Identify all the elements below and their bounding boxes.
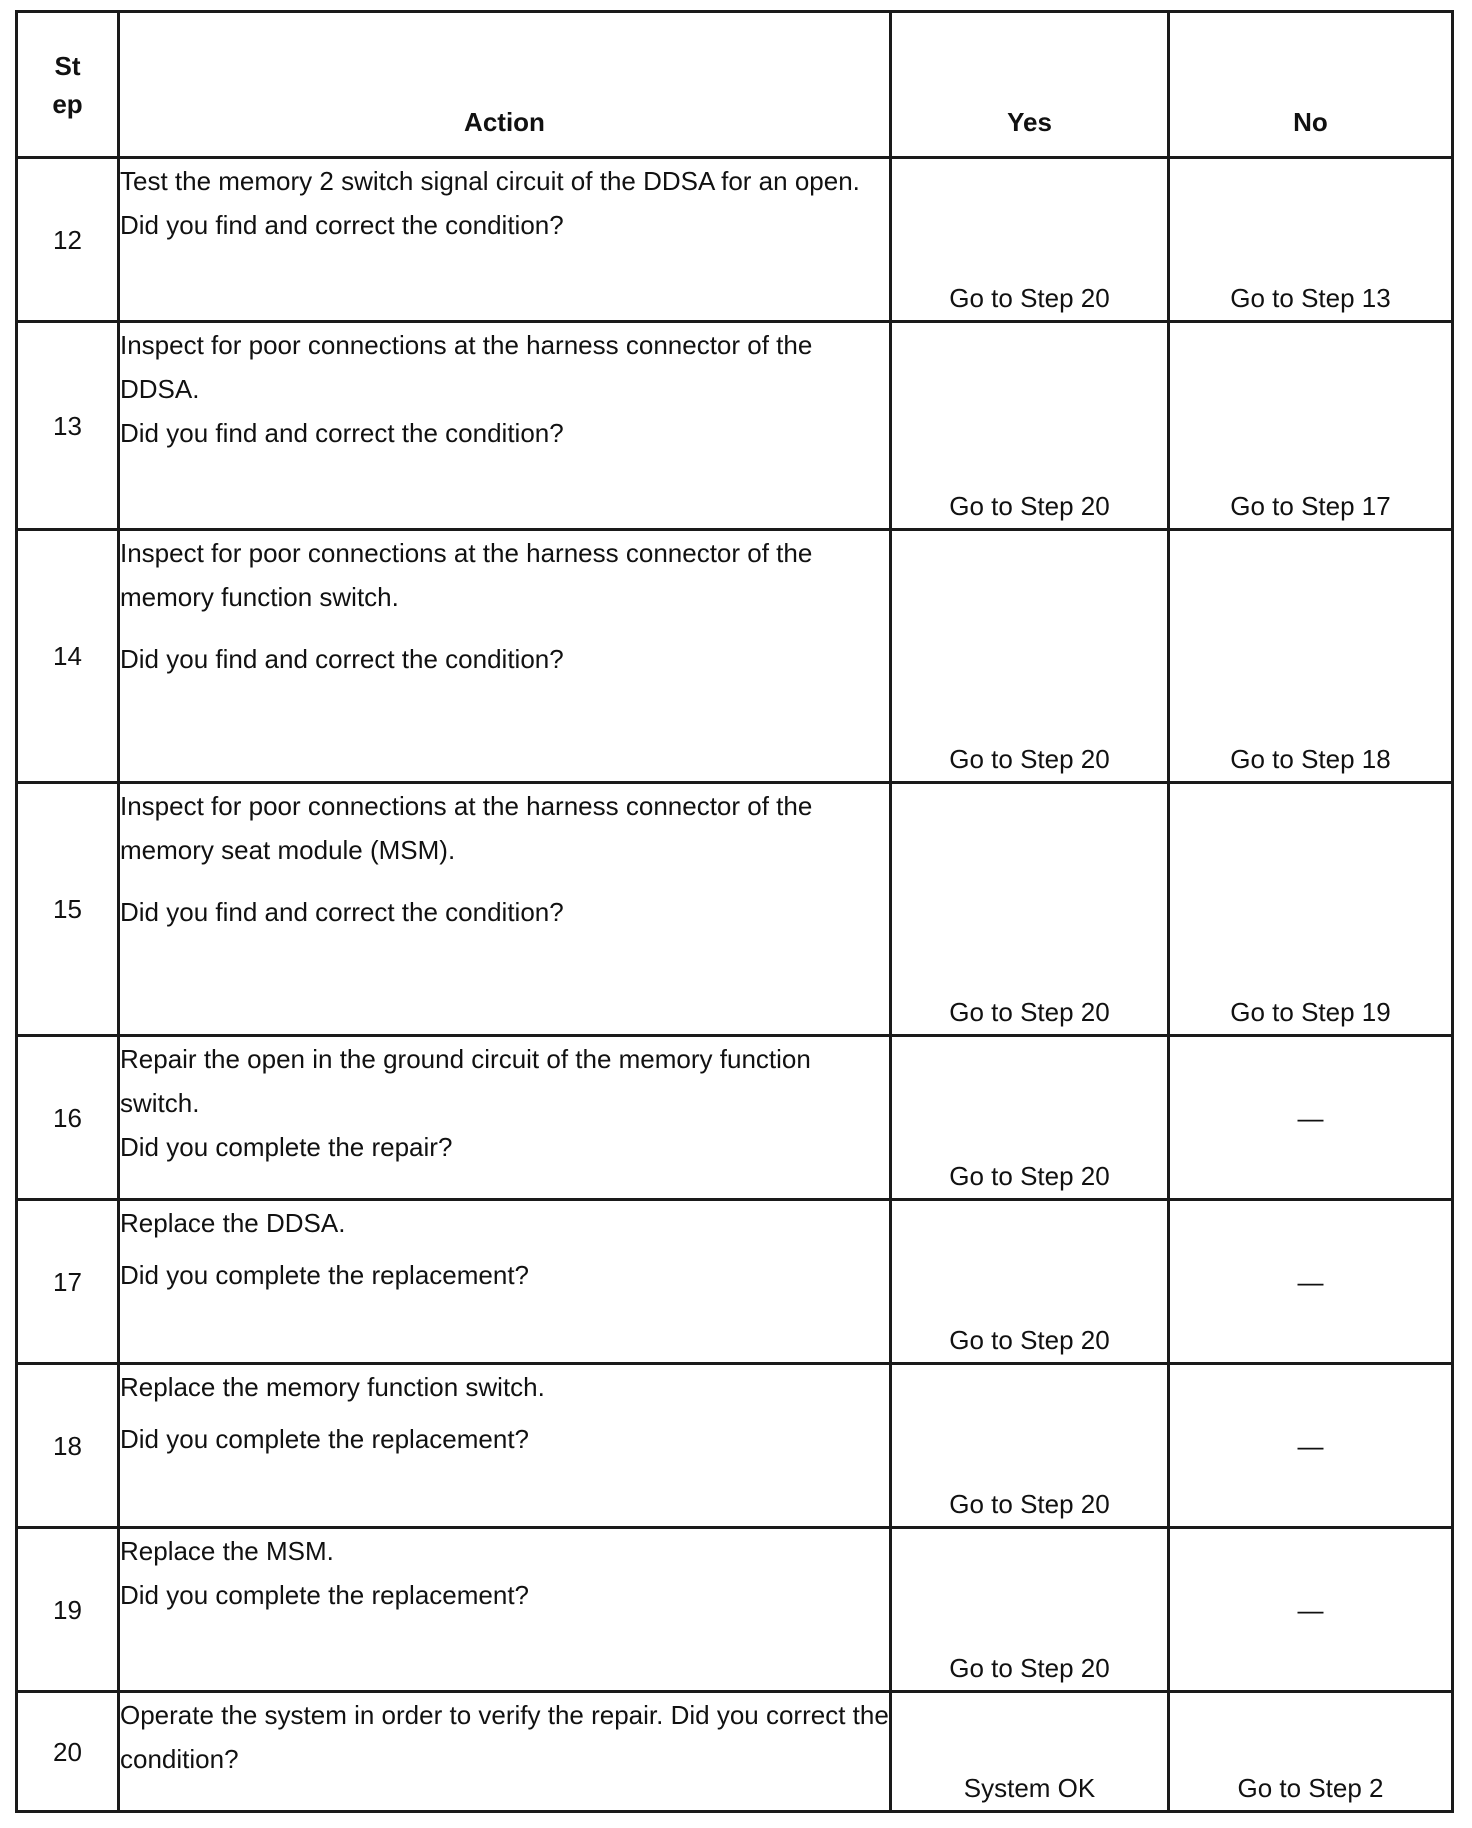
table-row [17,1036,1453,1200]
table-row [17,1528,1453,1692]
yes-result: Go to Step 20 [891,1364,1169,1528]
table-row [17,1200,1453,1364]
action-question: Did you complete the replacement? [120,1580,530,1610]
step-number: 16 [17,1036,119,1200]
no-result: Go to Step 18 [1169,530,1453,783]
step-number: 17 [17,1200,119,1364]
action-question: Did you find and correct the condition? [120,210,564,240]
step-number: 20 [17,1692,119,1812]
action-text: Inspect for poor connections at the harness connector of the DDSA. [120,330,813,404]
action-question: Did you find and correct the condition? [120,644,564,674]
action-question: Did you complete the repair? [120,1132,453,1162]
action-cell [119,1528,891,1692]
no-result: — [1169,1528,1453,1692]
table-row [17,158,1453,322]
action-question: Did you complete the replacement? [120,1260,530,1290]
action-question: Did you find and correct the condition? [120,897,564,927]
table-row [17,1364,1453,1528]
action-text: Inspect for poor connections at the harness connector of the memory function switch. [120,538,813,612]
step-column-header [17,12,119,158]
no-result: Go to Step 13 [1169,158,1453,322]
action-text: Test the memory 2 switch signal circuit of the DDSA for an open. [120,166,860,196]
yes-result: Go to Step 20 [891,1200,1169,1364]
yes-column-header: Yes [891,12,1169,158]
yes-result: Go to Step 20 [891,322,1169,530]
yes-result: Go to Step 20 [891,158,1169,322]
action-text: Repair the open in the ground circuit of the memory function switch. [120,1044,811,1118]
action-text: Replace the DDSA. [120,1208,346,1238]
action-text: Replace the memory function switch. [120,1372,545,1402]
action-cell [119,1036,891,1200]
step-number: 14 [17,530,119,783]
action-cell [119,783,891,1036]
no-result: — [1169,1364,1453,1528]
no-result: Go to Step 2 [1169,1692,1453,1812]
table-row [17,783,1453,1036]
no-result: Go to Step 17 [1169,322,1453,530]
action-text: Inspect for poor connections at the harness connector of the memory seat module (MSM). [120,791,813,865]
yes-result: Go to Step 20 [891,530,1169,783]
action-cell [119,1364,891,1528]
step-number: 15 [17,783,119,1036]
action-cell [119,1200,891,1364]
no-result: — [1169,1036,1453,1200]
header-row [17,12,1453,158]
table-row [17,1692,1453,1812]
step-number: 12 [17,158,119,322]
step-header-line-2: ep [52,88,83,119]
action-cell [119,1692,891,1812]
table-row [17,530,1453,783]
step-header-line-1: St [54,50,81,81]
action-cell [119,530,891,783]
step-number: 19 [17,1528,119,1692]
action-column-header: Action [119,12,891,158]
action-cell [119,158,891,322]
step-number: 18 [17,1364,119,1528]
no-column-header: No [1169,12,1453,158]
step-number: 13 [17,322,119,530]
action-question: Did you complete the replacement? [120,1424,530,1454]
action-text: Replace the MSM. [120,1536,334,1566]
no-result: — [1169,1200,1453,1364]
yes-result: System OK [891,1692,1169,1812]
yes-result: Go to Step 20 [891,783,1169,1036]
yes-result: Go to Step 20 [891,1528,1169,1692]
diagnostic-table [15,10,1454,1813]
no-result: Go to Step 19 [1169,783,1453,1036]
action-question: Did you find and correct the condition? [120,418,564,448]
action-cell [119,322,891,530]
action-text: Operate the system in order to verify the repair. Did you correct the condition? [120,1700,889,1774]
yes-result: Go to Step 20 [891,1036,1169,1200]
table-row [17,322,1453,530]
